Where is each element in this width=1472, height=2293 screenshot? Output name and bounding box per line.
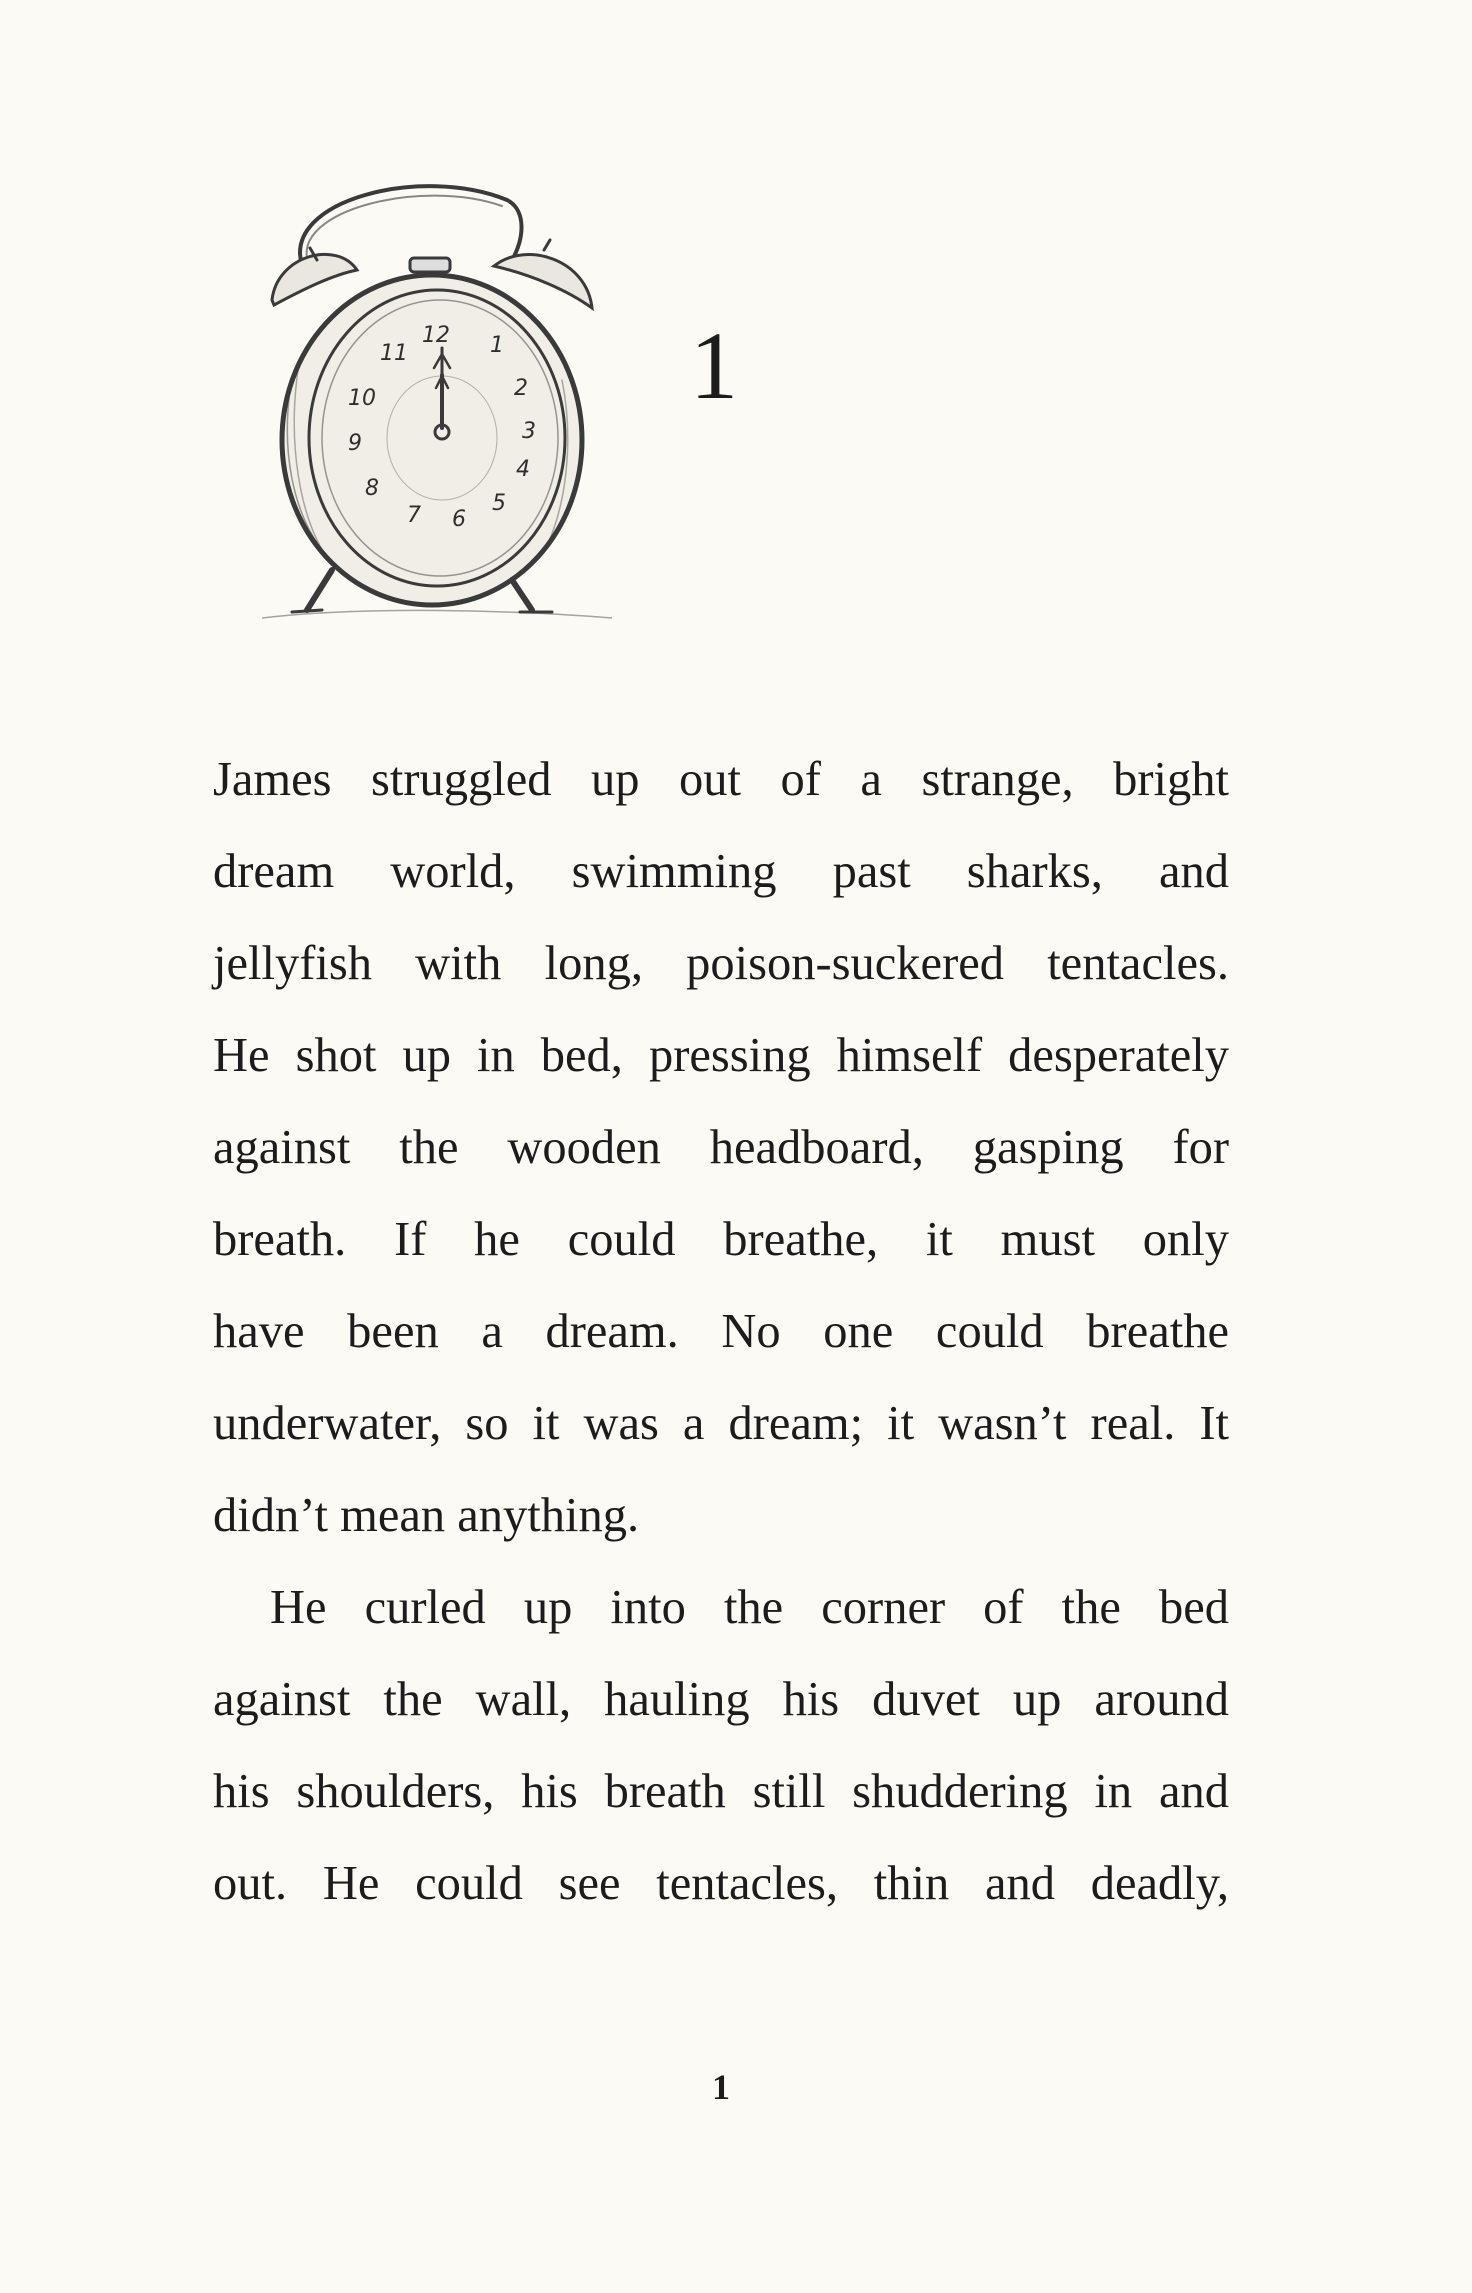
clock-numeral: 3	[522, 419, 536, 444]
text-line: He shot up in bed, pressing himself desperately	[213, 1029, 1229, 1082]
text-line: have been a dream. No one could breathe	[213, 1305, 1229, 1358]
text-line: didn’t mean anything.	[213, 1489, 640, 1542]
clock-numeral: 4	[516, 457, 530, 482]
clock-numeral: 8	[365, 476, 379, 501]
clock-numeral: 7	[407, 503, 421, 528]
text-line: underwater, so it was a dream; it wasn’t real. It	[213, 1397, 1229, 1450]
chapter-number: 1	[690, 312, 738, 419]
text-line: He curled up into the corner of the bed	[270, 1581, 1229, 1634]
text-line: out. He could see tentacles, thin and deadly,	[213, 1857, 1229, 1910]
text-line: dream world, swimming past sharks, and	[213, 845, 1229, 898]
clock-numeral: 2	[514, 376, 528, 401]
clock-numeral: 12	[422, 323, 450, 348]
clock-numeral: 6	[452, 507, 466, 532]
text-line: breath. If he could breathe, it must only	[213, 1213, 1229, 1266]
clock-numeral: 11	[380, 341, 408, 366]
clock-numeral: 1	[490, 333, 504, 358]
clock-numeral: 10	[348, 386, 376, 411]
chapter-body	[213, 734, 1229, 1930]
text-line: against the wall, hauling his duvet up around	[213, 1673, 1229, 1726]
text-line: his shoulders, his breath still shuddering in and	[213, 1765, 1229, 1818]
text-line: against the wooden headboard, gasping for	[213, 1121, 1229, 1174]
text-line: jellyfish with long, poison-suckered tentacles.	[213, 937, 1229, 990]
alarm-clock-icon	[262, 170, 612, 630]
clock-numeral: 9	[348, 431, 362, 456]
text-line: James struggled up out of a strange, bright	[213, 753, 1229, 806]
clock-numeral: 5	[492, 491, 506, 516]
page-number: 1	[712, 2067, 730, 2107]
